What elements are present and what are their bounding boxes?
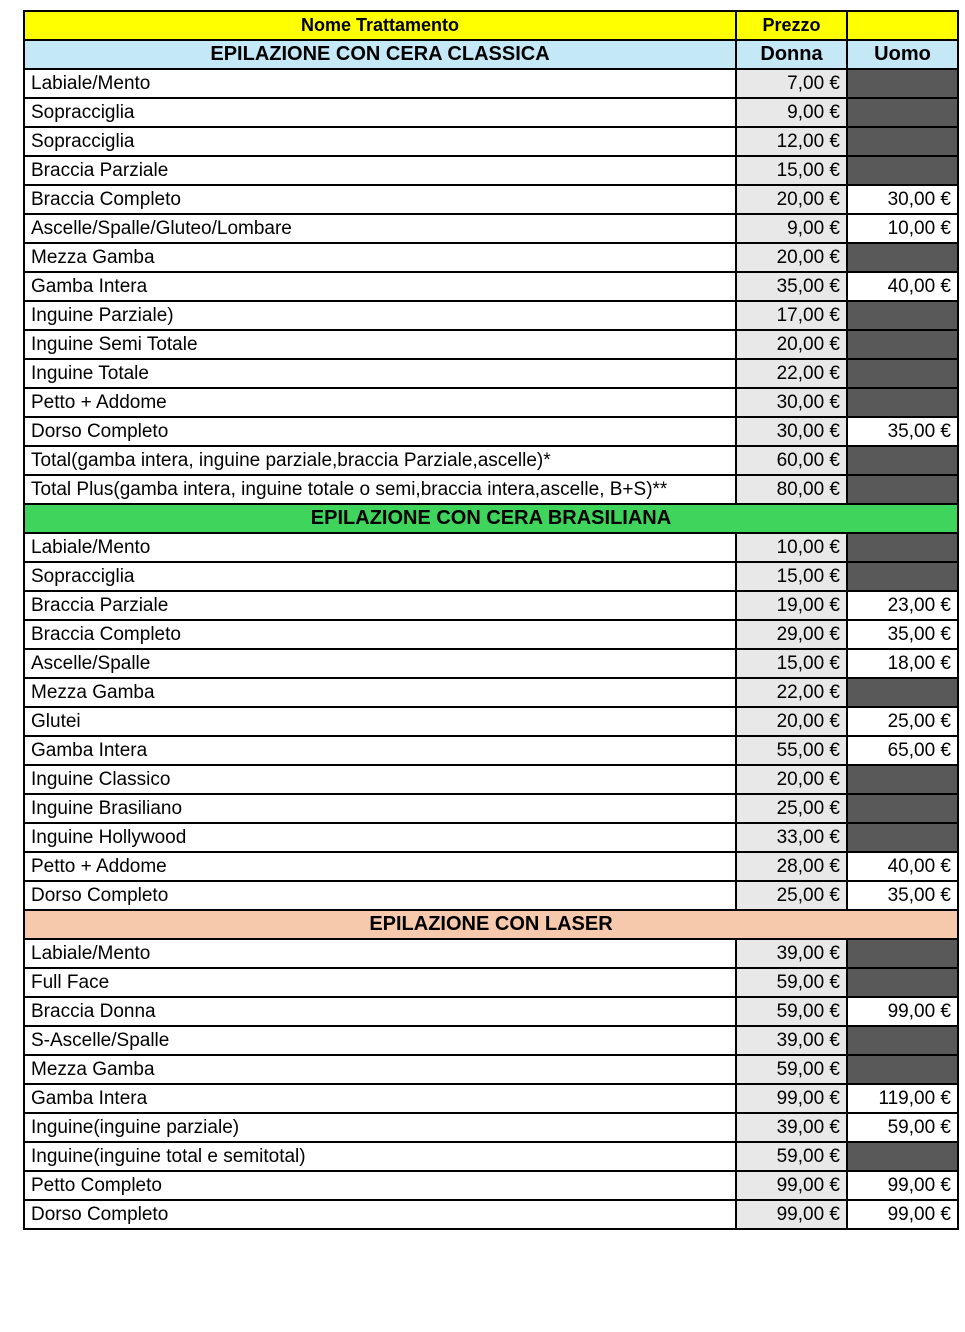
treatment-name: Sopracciglia xyxy=(24,562,736,591)
table-row xyxy=(24,301,958,330)
treatment-name: Inguine Totale xyxy=(24,359,736,388)
price-uomo: 40,00 € xyxy=(847,272,958,301)
treatment-name: Gamba Intera xyxy=(24,736,736,765)
treatment-name: Gamba Intera xyxy=(24,1084,736,1113)
treatment-name: Dorso Completo xyxy=(24,1200,736,1229)
table-row xyxy=(24,127,958,156)
treatment-name: Inguine Semi Totale xyxy=(24,330,736,359)
price-uomo-empty xyxy=(847,794,958,823)
column-label-donna: Donna xyxy=(736,40,847,69)
table-row xyxy=(24,649,958,678)
treatment-name: Inguine(inguine total e semitotal) xyxy=(24,1142,736,1171)
price-uomo: 35,00 € xyxy=(847,417,958,446)
price-uomo-empty xyxy=(847,533,958,562)
treatment-name: Inguine Hollywood xyxy=(24,823,736,852)
price-donna: 59,00 € xyxy=(736,1142,847,1171)
price-uomo: 18,00 € xyxy=(847,649,958,678)
table-row xyxy=(24,156,958,185)
price-uomo-empty xyxy=(847,1142,958,1171)
table-row xyxy=(24,185,958,214)
header-name-cell: Nome Trattamento xyxy=(24,11,736,40)
price-donna: 15,00 € xyxy=(736,156,847,185)
price-donna: 99,00 € xyxy=(736,1084,847,1113)
price-uomo: 10,00 € xyxy=(847,214,958,243)
treatment-name: Braccia Completo xyxy=(24,185,736,214)
table-row xyxy=(24,330,958,359)
price-list-body xyxy=(24,11,958,1229)
price-uomo-empty xyxy=(847,388,958,417)
price-uomo-empty xyxy=(847,330,958,359)
treatment-name: Mezza Gamba xyxy=(24,678,736,707)
price-uomo: 30,00 € xyxy=(847,185,958,214)
table-row xyxy=(24,388,958,417)
price-uomo-empty xyxy=(847,243,958,272)
treatment-name: Petto + Addome xyxy=(24,852,736,881)
price-uomo: 99,00 € xyxy=(847,997,958,1026)
price-donna: 30,00 € xyxy=(736,388,847,417)
table-row xyxy=(24,591,958,620)
treatment-name: Mezza Gamba xyxy=(24,243,736,272)
section-title: EPILAZIONE CON CERA BRASILIANA xyxy=(24,504,958,533)
price-uomo-empty xyxy=(847,156,958,185)
price-uomo: 25,00 € xyxy=(847,707,958,736)
price-list-table xyxy=(23,10,959,1230)
treatment-name: Mezza Gamba xyxy=(24,1055,736,1084)
price-uomo-empty xyxy=(847,562,958,591)
price-uomo: 35,00 € xyxy=(847,881,958,910)
table-row xyxy=(24,359,958,388)
treatment-name: Braccia Parziale xyxy=(24,591,736,620)
treatment-name: Gamba Intera xyxy=(24,272,736,301)
price-uomo-empty xyxy=(847,127,958,156)
treatment-name: Dorso Completo xyxy=(24,881,736,910)
treatment-name: Inguine(inguine parziale) xyxy=(24,1113,736,1142)
price-donna: 55,00 € xyxy=(736,736,847,765)
price-donna: 80,00 € xyxy=(736,475,847,504)
table-row xyxy=(24,678,958,707)
table-row xyxy=(24,736,958,765)
table-row xyxy=(24,707,958,736)
table-row xyxy=(24,852,958,881)
treatment-name: Braccia Donna xyxy=(24,997,736,1026)
section-header-brasiliana xyxy=(24,504,958,533)
price-donna: 28,00 € xyxy=(736,852,847,881)
table-row xyxy=(24,881,958,910)
price-donna: 20,00 € xyxy=(736,243,847,272)
price-donna: 39,00 € xyxy=(736,1113,847,1142)
price-uomo: 59,00 € xyxy=(847,1113,958,1142)
table-row xyxy=(24,620,958,649)
treatment-name: S-Ascelle/Spalle xyxy=(24,1026,736,1055)
price-uomo-empty xyxy=(847,69,958,98)
treatment-name: Petto Completo xyxy=(24,1171,736,1200)
table-row xyxy=(24,562,958,591)
treatment-name: Inguine Parziale) xyxy=(24,301,736,330)
table-row xyxy=(24,243,958,272)
price-uomo-empty xyxy=(847,678,958,707)
price-donna: 15,00 € xyxy=(736,649,847,678)
table-row xyxy=(24,1113,958,1142)
table-row xyxy=(24,98,958,127)
price-uomo-empty xyxy=(847,1055,958,1084)
price-uomo: 35,00 € xyxy=(847,620,958,649)
treatment-name: Inguine Classico xyxy=(24,765,736,794)
treatment-name: Labiale/Mento xyxy=(24,69,736,98)
section-title: EPILAZIONE CON LASER xyxy=(24,910,958,939)
price-uomo-empty xyxy=(847,446,958,475)
price-donna: 99,00 € xyxy=(736,1200,847,1229)
price-donna: 12,00 € xyxy=(736,127,847,156)
table-row xyxy=(24,69,958,98)
price-donna: 30,00 € xyxy=(736,417,847,446)
price-donna: 10,00 € xyxy=(736,533,847,562)
table-row xyxy=(24,968,958,997)
treatment-name: Dorso Completo xyxy=(24,417,736,446)
price-uomo-empty xyxy=(847,968,958,997)
column-label-uomo: Uomo xyxy=(847,40,958,69)
price-donna: 17,00 € xyxy=(736,301,847,330)
price-donna: 39,00 € xyxy=(736,1026,847,1055)
price-uomo-empty xyxy=(847,823,958,852)
treatment-name: Sopracciglia xyxy=(24,98,736,127)
table-row xyxy=(24,794,958,823)
price-uomo: 99,00 € xyxy=(847,1200,958,1229)
price-donna: 20,00 € xyxy=(736,185,847,214)
price-donna: 35,00 € xyxy=(736,272,847,301)
price-donna: 25,00 € xyxy=(736,794,847,823)
table-row xyxy=(24,1142,958,1171)
table-row xyxy=(24,1055,958,1084)
price-uomo-empty xyxy=(847,765,958,794)
price-uomo-empty xyxy=(847,475,958,504)
price-donna: 99,00 € xyxy=(736,1171,847,1200)
table-row xyxy=(24,765,958,794)
price-donna: 25,00 € xyxy=(736,881,847,910)
header-price-cell: Prezzo xyxy=(736,11,847,40)
treatment-name: Ascelle/Spalle xyxy=(24,649,736,678)
price-donna: 15,00 € xyxy=(736,562,847,591)
table-row xyxy=(24,475,958,504)
table-header-row xyxy=(24,11,958,40)
section-header-laser xyxy=(24,910,958,939)
section-title: EPILAZIONE CON CERA CLASSICA xyxy=(24,40,736,69)
treatment-name: Braccia Completo xyxy=(24,620,736,649)
price-donna: 9,00 € xyxy=(736,214,847,243)
treatment-name: Inguine Brasiliano xyxy=(24,794,736,823)
section-header-classica xyxy=(24,40,958,69)
price-uomo: 23,00 € xyxy=(847,591,958,620)
price-uomo: 65,00 € xyxy=(847,736,958,765)
table-row xyxy=(24,1200,958,1229)
price-uomo-empty xyxy=(847,1026,958,1055)
price-donna: 59,00 € xyxy=(736,968,847,997)
price-donna: 59,00 € xyxy=(736,1055,847,1084)
table-row xyxy=(24,1171,958,1200)
table-row xyxy=(24,997,958,1026)
price-uomo-empty xyxy=(847,301,958,330)
price-donna: 20,00 € xyxy=(736,330,847,359)
price-uomo: 40,00 € xyxy=(847,852,958,881)
price-donna: 60,00 € xyxy=(736,446,847,475)
price-donna: 33,00 € xyxy=(736,823,847,852)
table-row xyxy=(24,1084,958,1113)
price-uomo-empty xyxy=(847,939,958,968)
table-row xyxy=(24,823,958,852)
price-uomo: 119,00 € xyxy=(847,1084,958,1113)
price-donna: 29,00 € xyxy=(736,620,847,649)
table-row xyxy=(24,214,958,243)
header-empty-cell xyxy=(847,11,958,40)
treatment-name: Sopracciglia xyxy=(24,127,736,156)
table-row xyxy=(24,417,958,446)
price-donna: 59,00 € xyxy=(736,997,847,1026)
table-row xyxy=(24,1026,958,1055)
treatment-name: Braccia Parziale xyxy=(24,156,736,185)
price-uomo-empty xyxy=(847,98,958,127)
table-row xyxy=(24,446,958,475)
treatment-name: Total Plus(gamba intera, inguine totale o semi,braccia intera,ascelle, B+S)** xyxy=(24,475,736,504)
price-donna: 20,00 € xyxy=(736,765,847,794)
table-row xyxy=(24,939,958,968)
treatment-name: Full Face xyxy=(24,968,736,997)
table-row xyxy=(24,533,958,562)
price-donna: 22,00 € xyxy=(736,678,847,707)
treatment-name: Labiale/Mento xyxy=(24,939,736,968)
price-donna: 19,00 € xyxy=(736,591,847,620)
price-uomo: 99,00 € xyxy=(847,1171,958,1200)
treatment-name: Glutei xyxy=(24,707,736,736)
treatment-name: Petto + Addome xyxy=(24,388,736,417)
price-donna: 22,00 € xyxy=(736,359,847,388)
treatment-name: Total(gamba intera, inguine parziale,braccia Parziale,ascelle)* xyxy=(24,446,736,475)
price-donna: 20,00 € xyxy=(736,707,847,736)
table-row xyxy=(24,272,958,301)
treatment-name: Ascelle/Spalle/Gluteo/Lombare xyxy=(24,214,736,243)
price-donna: 39,00 € xyxy=(736,939,847,968)
price-donna: 7,00 € xyxy=(736,69,847,98)
treatment-name: Labiale/Mento xyxy=(24,533,736,562)
price-uomo-empty xyxy=(847,359,958,388)
price-donna: 9,00 € xyxy=(736,98,847,127)
